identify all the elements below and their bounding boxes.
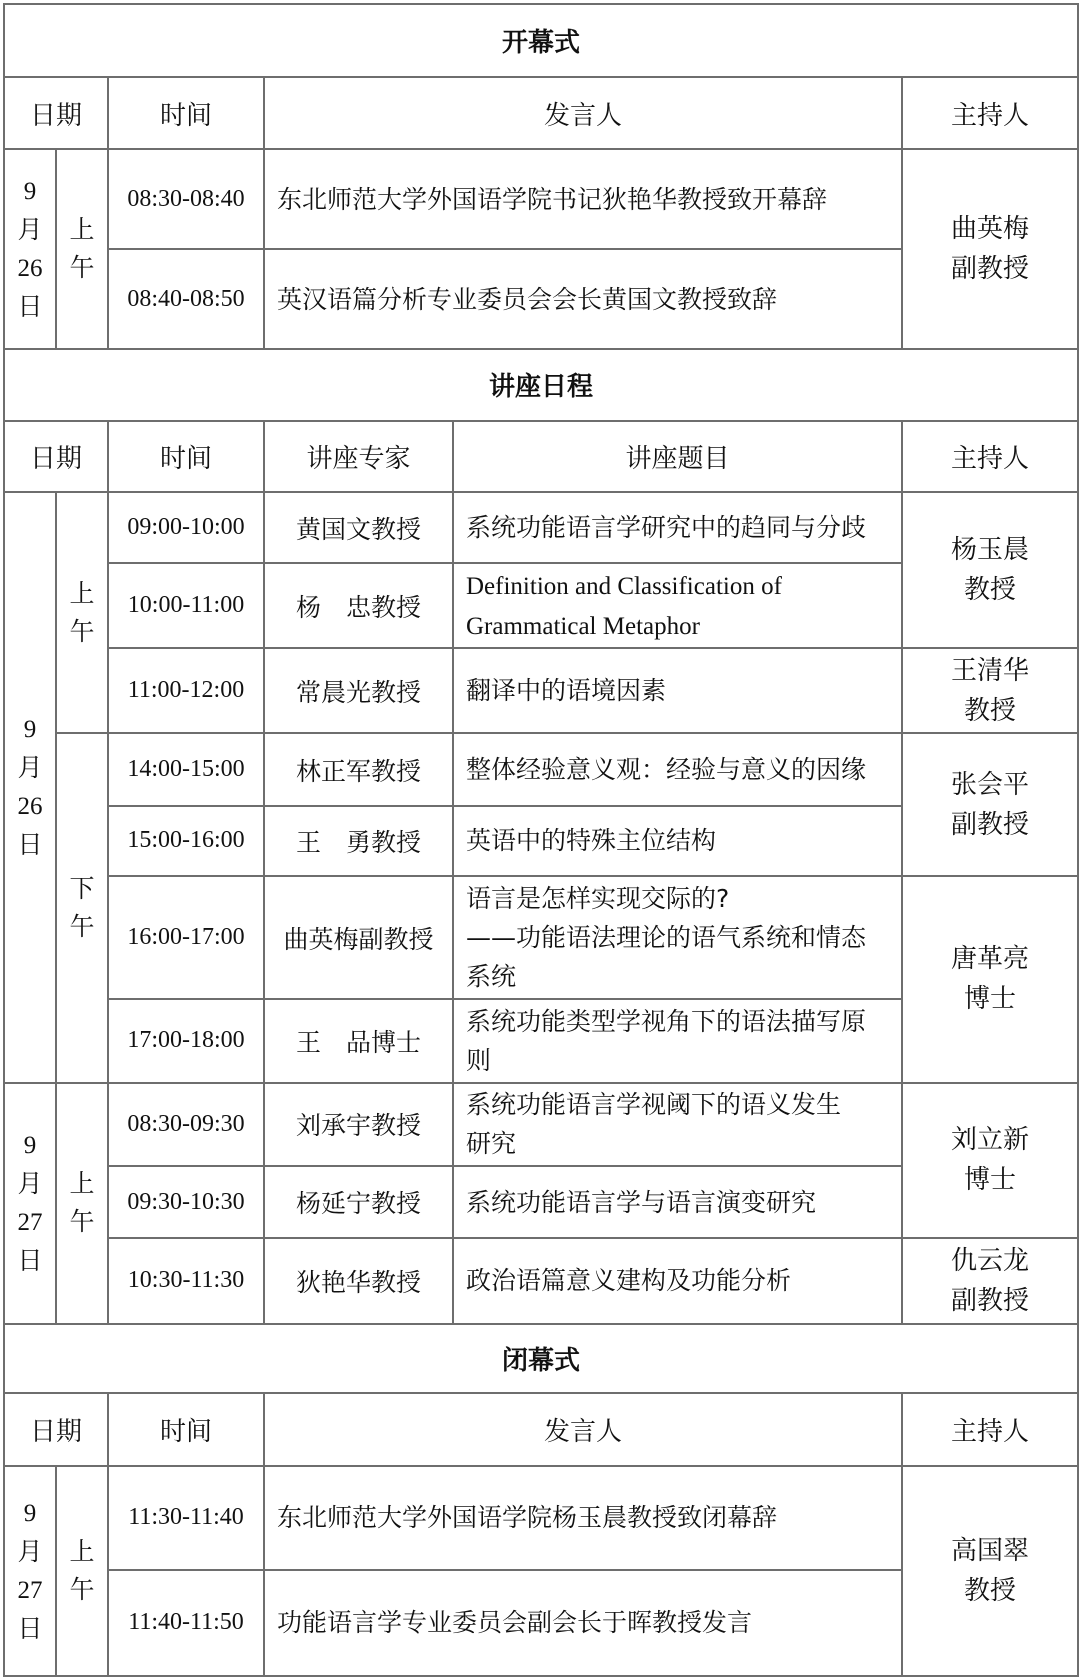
lectures-header-host: 主持人: [902, 421, 1078, 493]
lectures-header-date: 日期: [4, 421, 108, 493]
opening-host-cell: 曲英梅 副教授: [902, 149, 1078, 349]
closing-header-speaker: 发言人: [264, 1393, 902, 1466]
lecture-topic: 语言是怎样实现交际的? ——功能语法理论的语气系统和情态 系统: [453, 876, 902, 1000]
lecture-topic: 翻译中的语境因素: [453, 648, 902, 733]
opening-speaker-1: 东北师范大学外国语学院书记狄艳华教授致开幕辞: [264, 149, 902, 249]
lecture-expert: 杨延宁教授: [264, 1166, 453, 1239]
lecture-topic: 整体经验意义观：经验与意义的因缘: [453, 733, 902, 806]
opening-header-host: 主持人: [902, 77, 1078, 150]
lectures-period-am-26: 上 午: [56, 492, 108, 733]
lecture-host: 张会平 副教授: [902, 733, 1078, 875]
opening-header-time: 时间: [108, 77, 264, 150]
lecture-expert: 林正军教授: [264, 733, 453, 806]
opening-time-2: 08:40-08:50: [108, 249, 264, 349]
lectures-date-cell-26: 9 月 26 日: [4, 492, 56, 1082]
lecture-topic: Definition and Classification of Grammatical Metaphor: [453, 563, 902, 648]
lectures-date-cell-27: 9 月 27 日: [4, 1083, 56, 1324]
lecture-host: 王清华 教授: [902, 648, 1078, 733]
lecture-time: 10:00-11:00: [108, 563, 264, 648]
lectures-section-title: 讲座日程: [4, 349, 1078, 421]
closing-section-title: 闭幕式: [4, 1324, 1078, 1394]
lecture-time: 09:00-10:00: [108, 492, 264, 563]
lecture-expert: 王 品博士: [264, 999, 453, 1082]
lecture-topic: 英语中的特殊主位结构: [453, 806, 902, 876]
lecture-host: 唐革亮 博士: [902, 876, 1078, 1083]
closing-date-cell: 9 月 27 日: [4, 1466, 56, 1676]
lecture-time: 16:00-17:00: [108, 876, 264, 1000]
lecture-time: 09:30-10:30: [108, 1166, 264, 1239]
lecture-time: 08:30-09:30: [108, 1083, 264, 1166]
closing-header-date: 日期: [4, 1393, 108, 1466]
lecture-time: 10:30-11:30: [108, 1238, 264, 1323]
lecture-topic: 系统功能语言学研究中的趋同与分歧: [453, 492, 902, 563]
lecture-host: 刘立新 博士: [902, 1083, 1078, 1239]
closing-header-time: 时间: [108, 1393, 264, 1466]
lecture-expert: 常晨光教授: [264, 648, 453, 733]
closing-time-2: 11:40-11:50: [108, 1570, 264, 1676]
lecture-topic: 系统功能语言学视阈下的语义发生 研究: [453, 1083, 902, 1166]
opening-date-cell: 9 月 26 日: [4, 149, 56, 349]
lectures-header-time: 时间: [108, 421, 264, 493]
lectures-header-expert: 讲座专家: [264, 421, 453, 493]
lecture-topic: 政治语篇意义建构及功能分析: [453, 1238, 902, 1323]
lecture-expert: 杨 忠教授: [264, 563, 453, 648]
opening-section-title: 开幕式: [4, 4, 1078, 77]
lecture-expert: 王 勇教授: [264, 806, 453, 876]
lectures-period-am-27: 上 午: [56, 1083, 108, 1324]
lecture-expert: 曲英梅副教授: [264, 876, 453, 1000]
opening-time-1: 08:30-08:40: [108, 149, 264, 249]
lecture-time: 17:00-18:00: [108, 999, 264, 1082]
lecture-host: 杨玉晨 教授: [902, 492, 1078, 648]
closing-speaker-1: 东北师范大学外国语学院杨玉晨教授致闭幕辞: [264, 1466, 902, 1570]
lecture-topic: 系统功能语言学与语言演变研究: [453, 1166, 902, 1239]
lecture-expert: 黄国文教授: [264, 492, 453, 563]
lecture-expert: 刘承宇教授: [264, 1083, 453, 1166]
lecture-topic: 系统功能类型学视角下的语法描写原 则: [453, 999, 902, 1082]
opening-speaker-2: 英汉语篇分析专业委员会会长黄国文教授致辞: [264, 249, 902, 349]
closing-host-cell: 高国翠 教授: [902, 1466, 1078, 1676]
closing-time-1: 11:30-11:40: [108, 1466, 264, 1570]
closing-period-cell: 上 午: [56, 1466, 108, 1676]
closing-header-host: 主持人: [902, 1393, 1078, 1466]
lecture-time: 15:00-16:00: [108, 806, 264, 876]
opening-header-speaker: 发言人: [264, 77, 902, 150]
opening-period-cell: 上 午: [56, 149, 108, 349]
lecture-time: 14:00-15:00: [108, 733, 264, 806]
lecture-expert: 狄艳华教授: [264, 1238, 453, 1323]
lecture-host: 仇云龙 副教授: [902, 1238, 1078, 1323]
lectures-period-pm-26: 下 午: [56, 733, 108, 1082]
closing-speaker-2: 功能语言学专业委员会副会长于晖教授发言: [264, 1570, 902, 1676]
lecture-time: 11:00-12:00: [108, 648, 264, 733]
lectures-header-topic: 讲座题目: [453, 421, 902, 493]
conference-schedule-table: [3, 3, 1079, 1677]
opening-header-date: 日期: [4, 77, 108, 150]
